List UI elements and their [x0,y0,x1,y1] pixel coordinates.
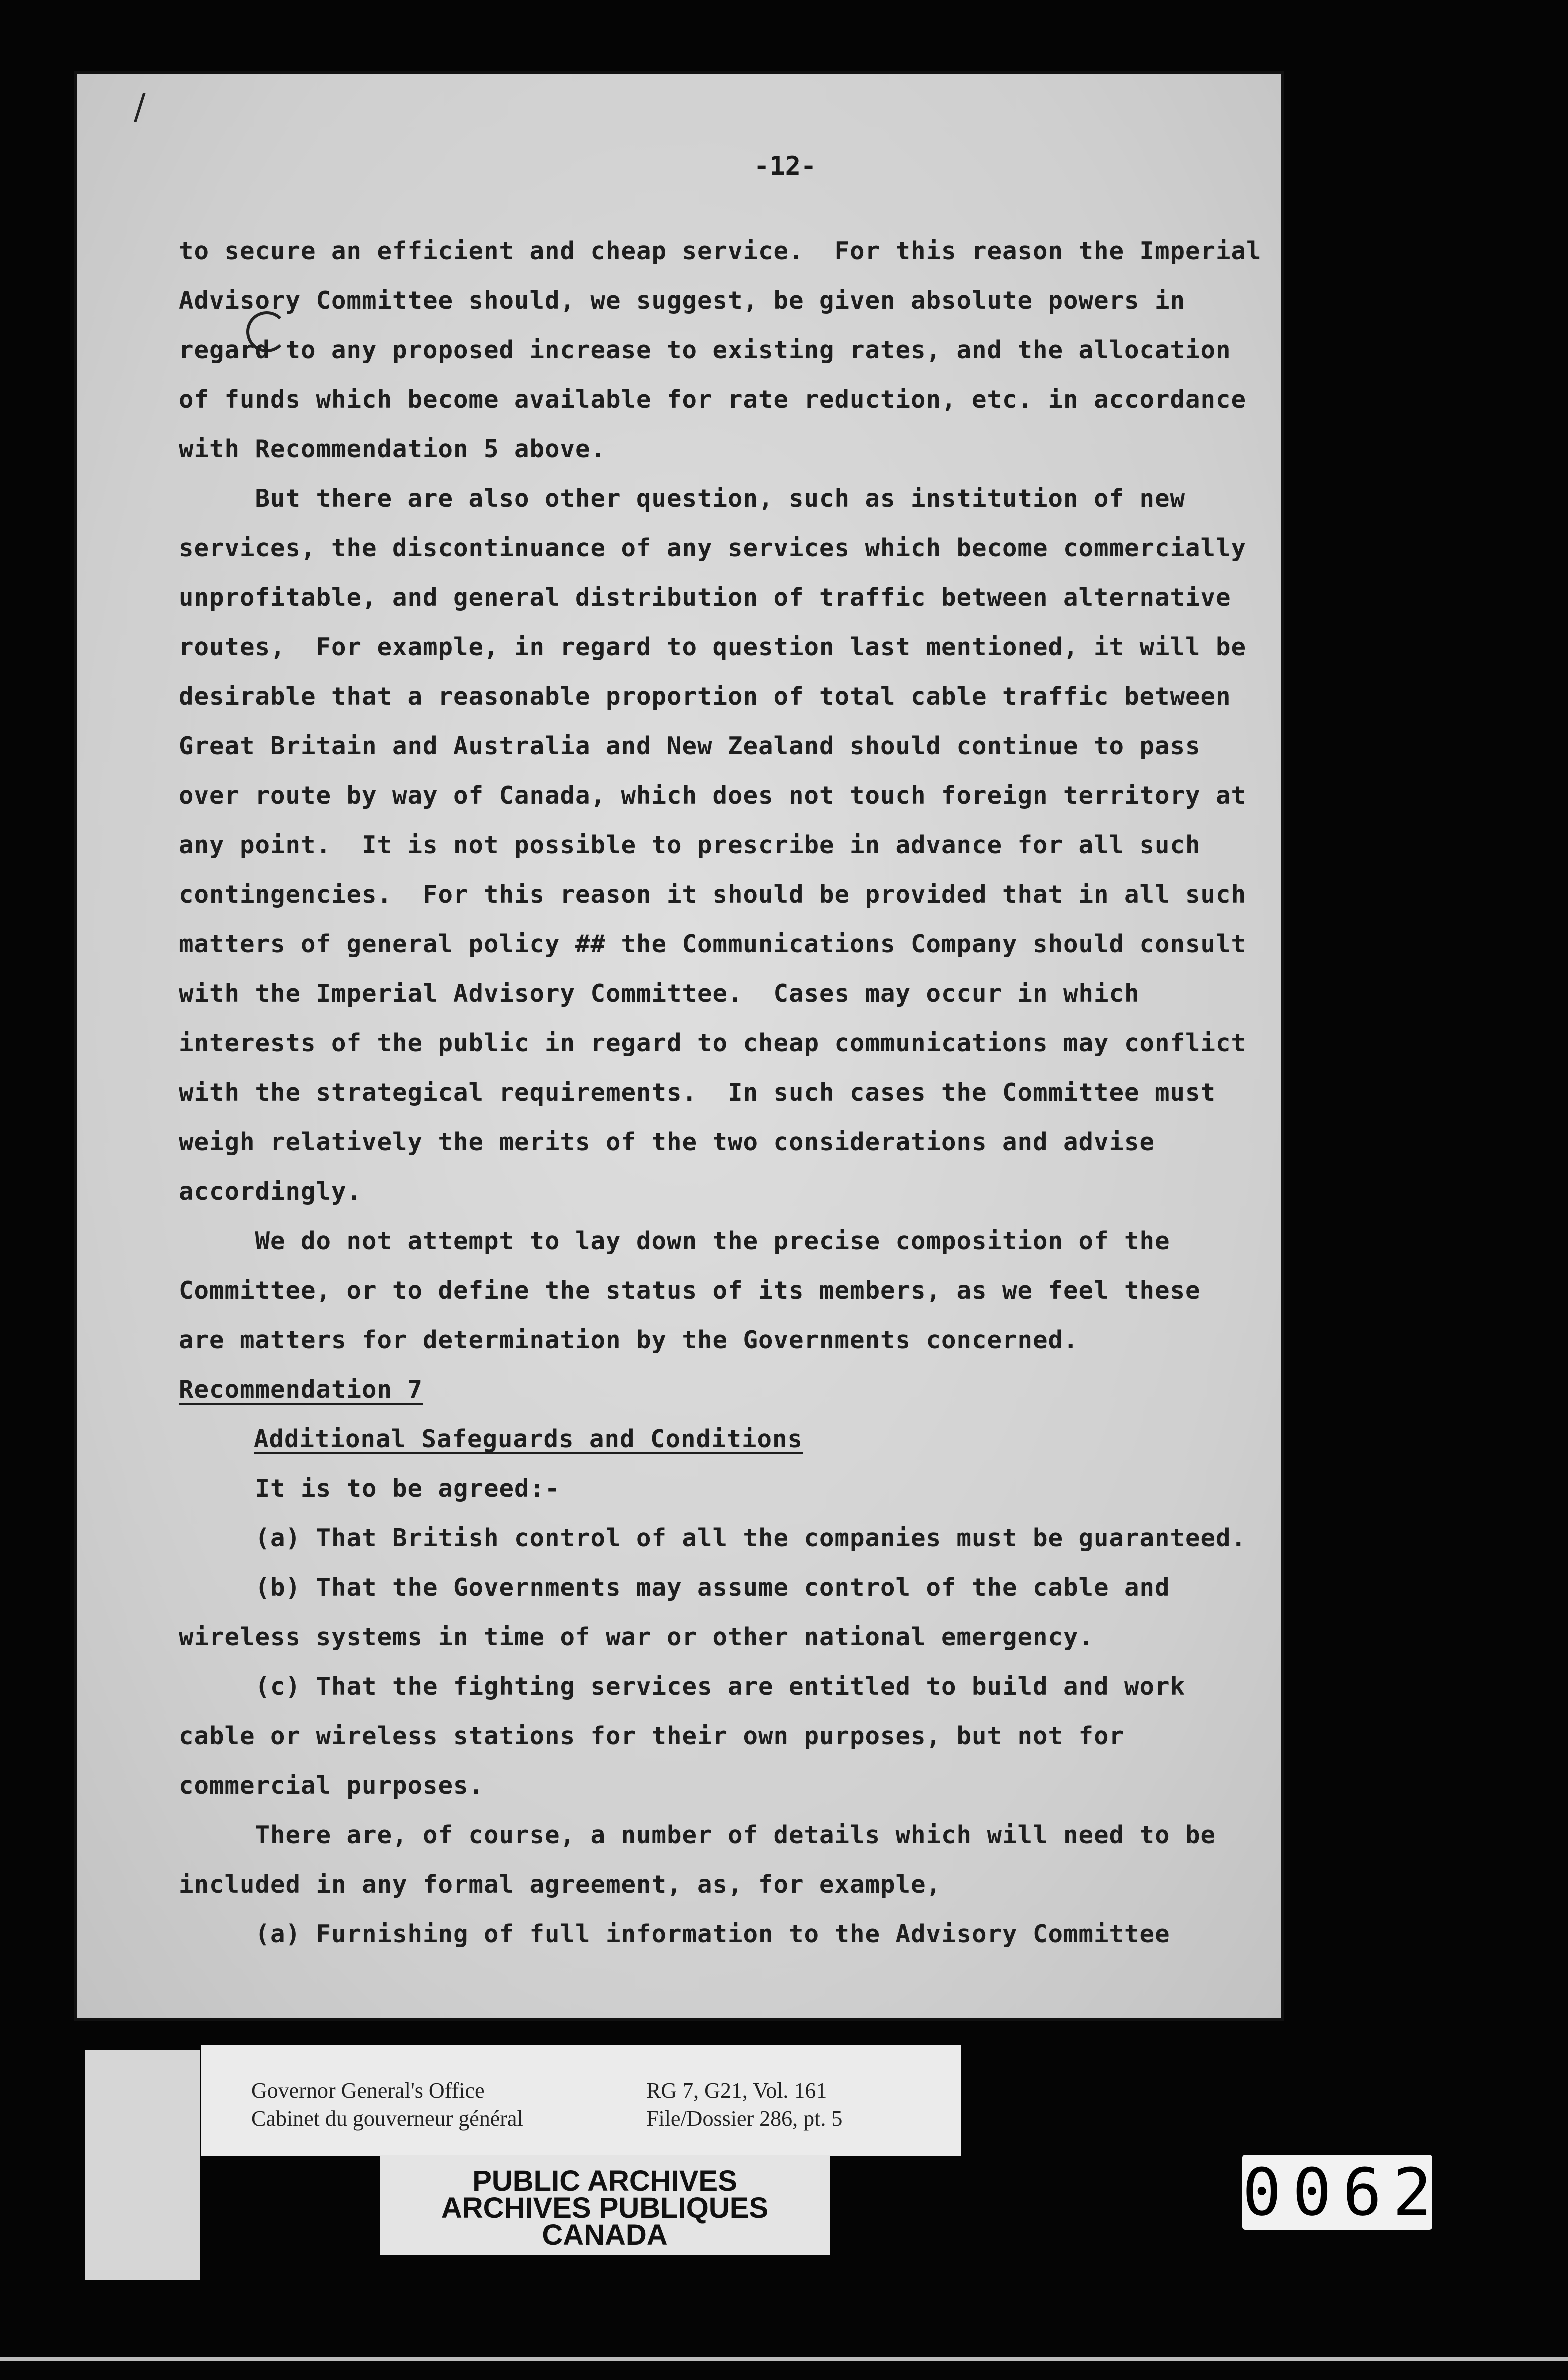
stamp-line-2: ARCHIVES PUBLIQUES [441,2192,769,2224]
film-edge-strip [85,2050,200,2280]
text-line: (a) Furnishing of full information to the Advisory Committee [179,1920,1170,1948]
text-line: desirable that a reasonable proportion of total cable traffic between [179,682,1232,711]
text-line: services, the discontinuance of any services which become commercially [179,534,1247,562]
office-english: Governor General's Office [252,2078,485,2103]
text-line: with the strategical requirements. In such cases the Committee must [179,1078,1216,1107]
text-line: Additional Safeguards and Conditions [254,1425,804,1454]
stamp-line-3: CANADA [542,2219,668,2252]
text-line: with Recommendation 5 above. [179,435,606,464]
text-line: commercial purposes. [179,1772,484,1800]
text-line: (a) That British control of all the companies must be guaranteed. [179,1524,1247,1552]
text-line: Advisory Committee should, we suggest, be given absolute powers in [179,286,1186,315]
archives-stamp [380,2155,830,2255]
frame-counter: 0062 [1242,2154,1444,2230]
text-line: Recommendation 7 [179,1376,424,1404]
film-bottom-edge [0,2358,1568,2362]
record-group-reference: RG 7, G21, Vol. 161 [646,2078,828,2103]
text-line: matters of general policy ## the Communications Company should consult [179,930,1247,958]
archive-reference-label [202,2045,962,2156]
text-line: any point. It is not possible to prescribe in advance for all such [179,831,1201,860]
text-line: with the Imperial Advisory Committee. Cases may occur in which [179,980,1140,1008]
text-line: (c) That the fighting services are entitled to build and work [179,1672,1186,1701]
stamp-line-1: PUBLIC ARCHIVES [472,2165,738,2198]
text-line: But there are also other question, such as institution of new [179,484,1186,513]
text-line: (b) That the Governments may assume control of the cable and [179,1574,1170,1602]
text-line: cable or wireless stations for their own purposes, but not for [179,1722,1125,1750]
text-line: to secure an efficient and cheap service. For this reason the Imperial [179,237,1262,266]
document-page [74,72,1284,2022]
text-line: are matters for determination by the Governments concerned. [179,1326,1079,1354]
text-line: interests of the public in regard to cheap communications may conflict [179,1029,1247,1058]
text-line: unprofitable, and general distribution of traffic between alternative [179,584,1232,612]
text-line: Committee, or to define the status of its members, as we feel these [179,1276,1201,1305]
text-line: over route by way of Canada, which does not touch foreign territory at [179,782,1247,810]
text-line: of funds which become available for rate reduction, etc. in accordance [179,386,1247,414]
text-line: contingencies. For this reason it should be provided that in all such [179,880,1247,909]
text-line: regard to any proposed increase to existing rates, and the allocation [179,336,1232,364]
text-line: There are, of course, a number of details which will need to be [179,1821,1216,1850]
text-line: wireless systems in time of war or other national emergency. [179,1623,1094,1652]
office-french: Cabinet du gouverneur général [252,2106,524,2131]
text-line: Great Britain and Australia and New Zealand should continue to pass [179,732,1201,760]
text-line: accordingly. [179,1178,362,1206]
text-line: included in any formal agreement, as, for example, [179,1870,942,1899]
pencil-mark: / [134,86,146,128]
text-line: routes, For example, in regard to question last mentioned, it will be [179,633,1247,662]
text-line: weigh relatively the merits of the two considerations and advise [179,1128,1156,1156]
page-number: -12- [754,152,817,182]
text-line: We do not attempt to lay down the precise composition of the [179,1227,1170,1256]
text-line: It is to be agreed:- [179,1474,560,1503]
file-reference: File/Dossier 286, pt. 5 [646,2106,843,2131]
